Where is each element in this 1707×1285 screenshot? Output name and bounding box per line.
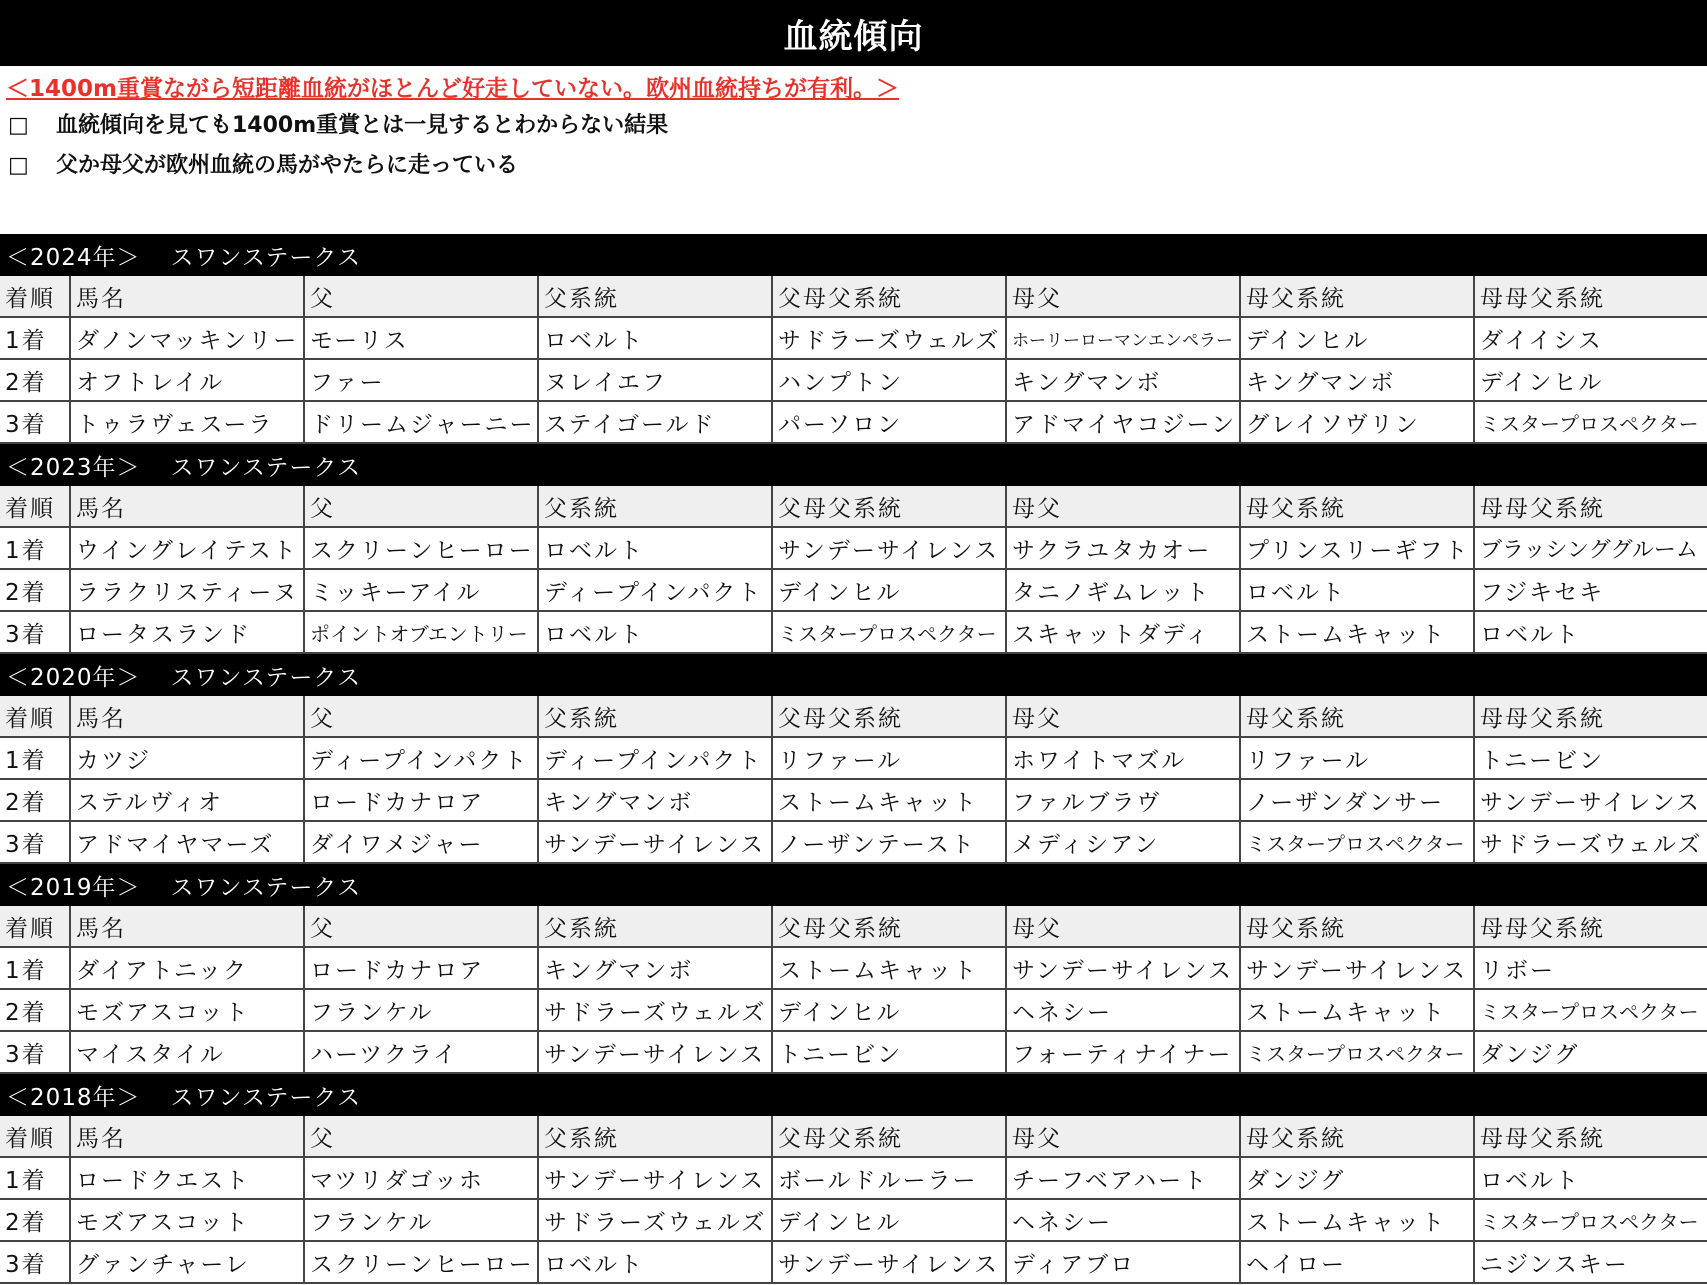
table-cell: メディシアン (1006, 821, 1240, 863)
table-cell: ロベルト (1240, 569, 1474, 611)
year-label: ＜2023年＞ (6, 454, 141, 481)
table-cell: ヘネシー (1006, 1199, 1240, 1241)
table-cell: タニノギムレット (1006, 569, 1240, 611)
column-header: 母父系統 (1240, 1116, 1474, 1157)
table-cell: 1着 (0, 317, 70, 359)
checkbox-mark: □ (8, 153, 29, 178)
column-header: 着順 (0, 276, 70, 317)
table-row (0, 1199, 1707, 1241)
table-cell: キングマンボ (538, 947, 772, 989)
table-cell: サドラーズウェルズ (538, 1199, 772, 1241)
table-cell: スキャットダディ (1006, 611, 1240, 653)
table-cell: ロベルト (538, 317, 772, 359)
column-header: 母父 (1006, 276, 1240, 317)
table-cell: ストームキャット (772, 779, 1006, 821)
table-cell: ロベルト (538, 611, 772, 653)
column-header: 父母父系統 (772, 906, 1006, 947)
table-row (0, 317, 1707, 359)
table-cell: ヌレイエフ (538, 359, 772, 401)
table-header-row (0, 486, 1707, 527)
section-header (0, 864, 1707, 906)
table-row (0, 569, 1707, 611)
table-cell: ミッキーアイル (304, 569, 538, 611)
column-header: 父 (304, 486, 538, 527)
race-name: スワンステークス (170, 454, 362, 481)
table-cell: ホワイトマズル (1006, 737, 1240, 779)
table-cell: 3着 (0, 401, 70, 443)
column-header: 父系統 (538, 696, 772, 737)
table-cell: ロードカナロア (304, 779, 538, 821)
year-label: ＜2018年＞ (6, 1084, 141, 1111)
table-cell: 2着 (0, 569, 70, 611)
table-cell: ホーリーローマンエンペラー (1006, 317, 1240, 359)
results-table (0, 696, 1707, 864)
table-cell: サドラーズウェルズ (538, 989, 772, 1031)
table-cell: 3着 (0, 1241, 70, 1283)
race-name: スワンステークス (170, 664, 362, 691)
column-header: 父母父系統 (772, 1116, 1006, 1157)
table-cell: ロベルト (1474, 611, 1707, 653)
table-cell: デインヒル (1240, 317, 1474, 359)
table-cell: ロベルト (538, 1241, 772, 1283)
table-cell: ディープインパクト (304, 737, 538, 779)
column-header: 父母父系統 (772, 486, 1006, 527)
table-cell: ダイワメジャー (304, 821, 538, 863)
table-cell: 2着 (0, 989, 70, 1031)
column-header: 母父 (1006, 906, 1240, 947)
table-cell: ニジンスキー (1474, 1241, 1707, 1283)
table-cell: ノーザンテースト (772, 821, 1006, 863)
table-cell: ディアブロ (1006, 1241, 1240, 1283)
column-header: 父 (304, 696, 538, 737)
table-cell: ダンジグ (1474, 1031, 1707, 1073)
table-cell: トゥラヴェスーラ (70, 401, 304, 443)
column-header: 父 (304, 276, 538, 317)
table-row (0, 947, 1707, 989)
table-cell: リファール (772, 737, 1006, 779)
table-cell: ハーツクライ (304, 1031, 538, 1073)
table-cell: チーフベアハート (1006, 1157, 1240, 1199)
column-header: 父 (304, 1116, 538, 1157)
table-cell: 1着 (0, 527, 70, 569)
table-cell: フランケル (304, 989, 538, 1031)
table-cell: グァンチャーレ (70, 1241, 304, 1283)
table-cell: ストームキャット (772, 947, 1006, 989)
column-header: 母母父系統 (1474, 696, 1707, 737)
table-cell: ダンジグ (1240, 1157, 1474, 1199)
race-name: スワンステークス (170, 874, 362, 901)
table-cell: 3着 (0, 1031, 70, 1073)
race-name: スワンステークス (170, 244, 362, 271)
table-cell: パーソロン (772, 401, 1006, 443)
section-header (0, 444, 1707, 486)
column-header: 馬名 (70, 486, 304, 527)
table-cell: フジキセキ (1474, 569, 1707, 611)
column-header: 着順 (0, 906, 70, 947)
table-row (0, 527, 1707, 569)
column-header: 母父系統 (1240, 486, 1474, 527)
column-header: 馬名 (70, 276, 304, 317)
column-header: 母父 (1006, 486, 1240, 527)
table-cell: カツジ (70, 737, 304, 779)
table-header-row (0, 1116, 1707, 1157)
table-cell: グレイソヴリン (1240, 401, 1474, 443)
table-cell: サンデーサイレンス (1474, 779, 1707, 821)
bullet-text: 血統傾向を見ても1400m重賞とは一見するとわからない結果 (56, 113, 669, 138)
column-header: 父母父系統 (772, 276, 1006, 317)
results-table (0, 276, 1707, 444)
table-cell: 3着 (0, 821, 70, 863)
table-cell: アドマイヤコジーン (1006, 401, 1240, 443)
table-cell: オフトレイル (70, 359, 304, 401)
table-cell: モーリス (304, 317, 538, 359)
table-cell: デインヒル (772, 569, 1006, 611)
table-header-row (0, 696, 1707, 737)
year-label: ＜2020年＞ (6, 664, 141, 691)
column-header: 父 (304, 906, 538, 947)
page-title: 血統傾向 (0, 0, 1707, 66)
column-header: 着順 (0, 486, 70, 527)
table-cell: ポイントオブエントリー (304, 611, 538, 653)
column-header: 父系統 (538, 486, 772, 527)
table-cell: ララクリスティーヌ (70, 569, 304, 611)
table-cell: トニービン (1474, 737, 1707, 779)
table-cell: ドリームジャーニー (304, 401, 538, 443)
table-cell: サンデーサイレンス (772, 1241, 1006, 1283)
table-cell: ミスタープロスペクター (772, 611, 1006, 653)
table-cell: サンデーサイレンス (1240, 947, 1474, 989)
table-cell: サンデーサイレンス (538, 821, 772, 863)
table-cell: ロータスランド (70, 611, 304, 653)
table-cell: ハンプトン (772, 359, 1006, 401)
column-header: 母父 (1006, 696, 1240, 737)
table-row (0, 359, 1707, 401)
table-cell: ボールドルーラー (772, 1157, 1006, 1199)
table-cell: 1着 (0, 947, 70, 989)
table-cell: モズアスコット (70, 989, 304, 1031)
bullet-text: 父か母父が欧州血統の馬がやたらに走っている (56, 153, 519, 178)
year-label: ＜2019年＞ (6, 874, 141, 901)
table-cell: サンデーサイレンス (1006, 947, 1240, 989)
table-row (0, 1157, 1707, 1199)
table-cell: キングマンボ (1240, 359, 1474, 401)
table-cell: モズアスコット (70, 1199, 304, 1241)
table-cell: 1着 (0, 1157, 70, 1199)
table-cell: ヘイロー (1240, 1241, 1474, 1283)
table-cell: サンデーサイレンス (538, 1031, 772, 1073)
column-header: 着順 (0, 696, 70, 737)
table-row (0, 737, 1707, 779)
column-header: 着順 (0, 1116, 70, 1157)
column-header: 母父系統 (1240, 696, 1474, 737)
table-cell: リファール (1240, 737, 1474, 779)
table-row (0, 779, 1707, 821)
table-cell: ミスタープロスペクター (1474, 989, 1707, 1031)
column-header: 母父系統 (1240, 276, 1474, 317)
table-cell: 1着 (0, 737, 70, 779)
table-cell: ブラッシンググルーム (1474, 527, 1707, 569)
table-cell: サドラーズウェルズ (1474, 821, 1707, 863)
table-cell: プリンスリーギフト (1240, 527, 1474, 569)
table-cell: デインヒル (1474, 359, 1707, 401)
column-header: 父系統 (538, 906, 772, 947)
table-row (0, 1241, 1707, 1283)
table-cell: ミスタープロスペクター (1240, 1031, 1474, 1073)
table-cell: キングマンボ (1006, 359, 1240, 401)
table-cell: ストームキャット (1240, 1199, 1474, 1241)
table-cell: デインヒル (772, 1199, 1006, 1241)
column-header: 馬名 (70, 906, 304, 947)
subtitle-note: ＜1400m重賞ながら短距離血統がほとんど好走していない。欧州血統持ちが有利。＞ (6, 76, 899, 102)
table-cell: 2着 (0, 779, 70, 821)
table-row (0, 989, 1707, 1031)
table-cell: ダノンマッキンリー (70, 317, 304, 359)
table-row (0, 821, 1707, 863)
results-sections (0, 234, 1707, 1284)
table-cell: キングマンボ (538, 779, 772, 821)
table-cell: ロードカナロア (304, 947, 538, 989)
section-header (0, 654, 1707, 696)
table-cell: ヘネシー (1006, 989, 1240, 1031)
results-table (0, 486, 1707, 654)
column-header: 馬名 (70, 696, 304, 737)
table-cell: 3着 (0, 611, 70, 653)
table-cell: ロードクエスト (70, 1157, 304, 1199)
table-cell: ロベルト (538, 527, 772, 569)
column-header: 馬名 (70, 1116, 304, 1157)
table-row (0, 1031, 1707, 1073)
column-header: 父系統 (538, 1116, 772, 1157)
results-table (0, 906, 1707, 1074)
table-cell: サドラーズウェルズ (772, 317, 1006, 359)
table-cell: ファルブラヴ (1006, 779, 1240, 821)
column-header: 母母父系統 (1474, 1116, 1707, 1157)
results-table (0, 1116, 1707, 1284)
table-cell: ファー (304, 359, 538, 401)
column-header: 父母父系統 (772, 696, 1006, 737)
table-cell: ミスタープロスペクター (1474, 1199, 1707, 1241)
section-header (0, 1074, 1707, 1116)
table-cell: ディープインパクト (538, 737, 772, 779)
table-cell: トニービン (772, 1031, 1006, 1073)
table-cell: ウイングレイテスト (70, 527, 304, 569)
table-cell: 2着 (0, 359, 70, 401)
table-cell: サクラユタカオー (1006, 527, 1240, 569)
column-header: 父系統 (538, 276, 772, 317)
table-cell: スクリーンヒーロー (304, 1241, 538, 1283)
table-header-row (0, 276, 1707, 317)
table-cell: ストームキャット (1240, 989, 1474, 1031)
column-header: 母母父系統 (1474, 276, 1707, 317)
bullet-item (8, 106, 1707, 146)
table-cell: サンデーサイレンス (538, 1157, 772, 1199)
table-cell: ディープインパクト (538, 569, 772, 611)
table-cell: 2着 (0, 1199, 70, 1241)
year-label: ＜2024年＞ (6, 244, 141, 271)
table-header-row (0, 906, 1707, 947)
column-header: 母父 (1006, 1116, 1240, 1157)
table-cell: マツリダゴッホ (304, 1157, 538, 1199)
table-cell: ストームキャット (1240, 611, 1474, 653)
column-header: 母母父系統 (1474, 906, 1707, 947)
table-cell: ステイゴールド (538, 401, 772, 443)
table-row (0, 401, 1707, 443)
column-header: 母母父系統 (1474, 486, 1707, 527)
table-cell: スクリーンヒーロー (304, 527, 538, 569)
column-header: 母父系統 (1240, 906, 1474, 947)
table-cell: フランケル (304, 1199, 538, 1241)
table-row (0, 611, 1707, 653)
table-cell: ステルヴィオ (70, 779, 304, 821)
table-cell: サンデーサイレンス (772, 527, 1006, 569)
checkbox-mark: □ (8, 113, 29, 138)
table-cell: ノーザンダンサー (1240, 779, 1474, 821)
section-header (0, 234, 1707, 276)
race-name: スワンステークス (170, 1084, 362, 1111)
bullet-item (8, 146, 1707, 186)
table-cell: ミスタープロスペクター (1240, 821, 1474, 863)
table-cell: フォーティナイナー (1006, 1031, 1240, 1073)
table-cell: ミスタープロスペクター (1474, 401, 1707, 443)
table-cell: デインヒル (772, 989, 1006, 1031)
table-cell: リボー (1474, 947, 1707, 989)
table-cell: マイスタイル (70, 1031, 304, 1073)
table-cell: アドマイヤマーズ (70, 821, 304, 863)
table-cell: ダイアトニック (70, 947, 304, 989)
table-cell: ロベルト (1474, 1157, 1707, 1199)
table-cell: ダイイシス (1474, 317, 1707, 359)
